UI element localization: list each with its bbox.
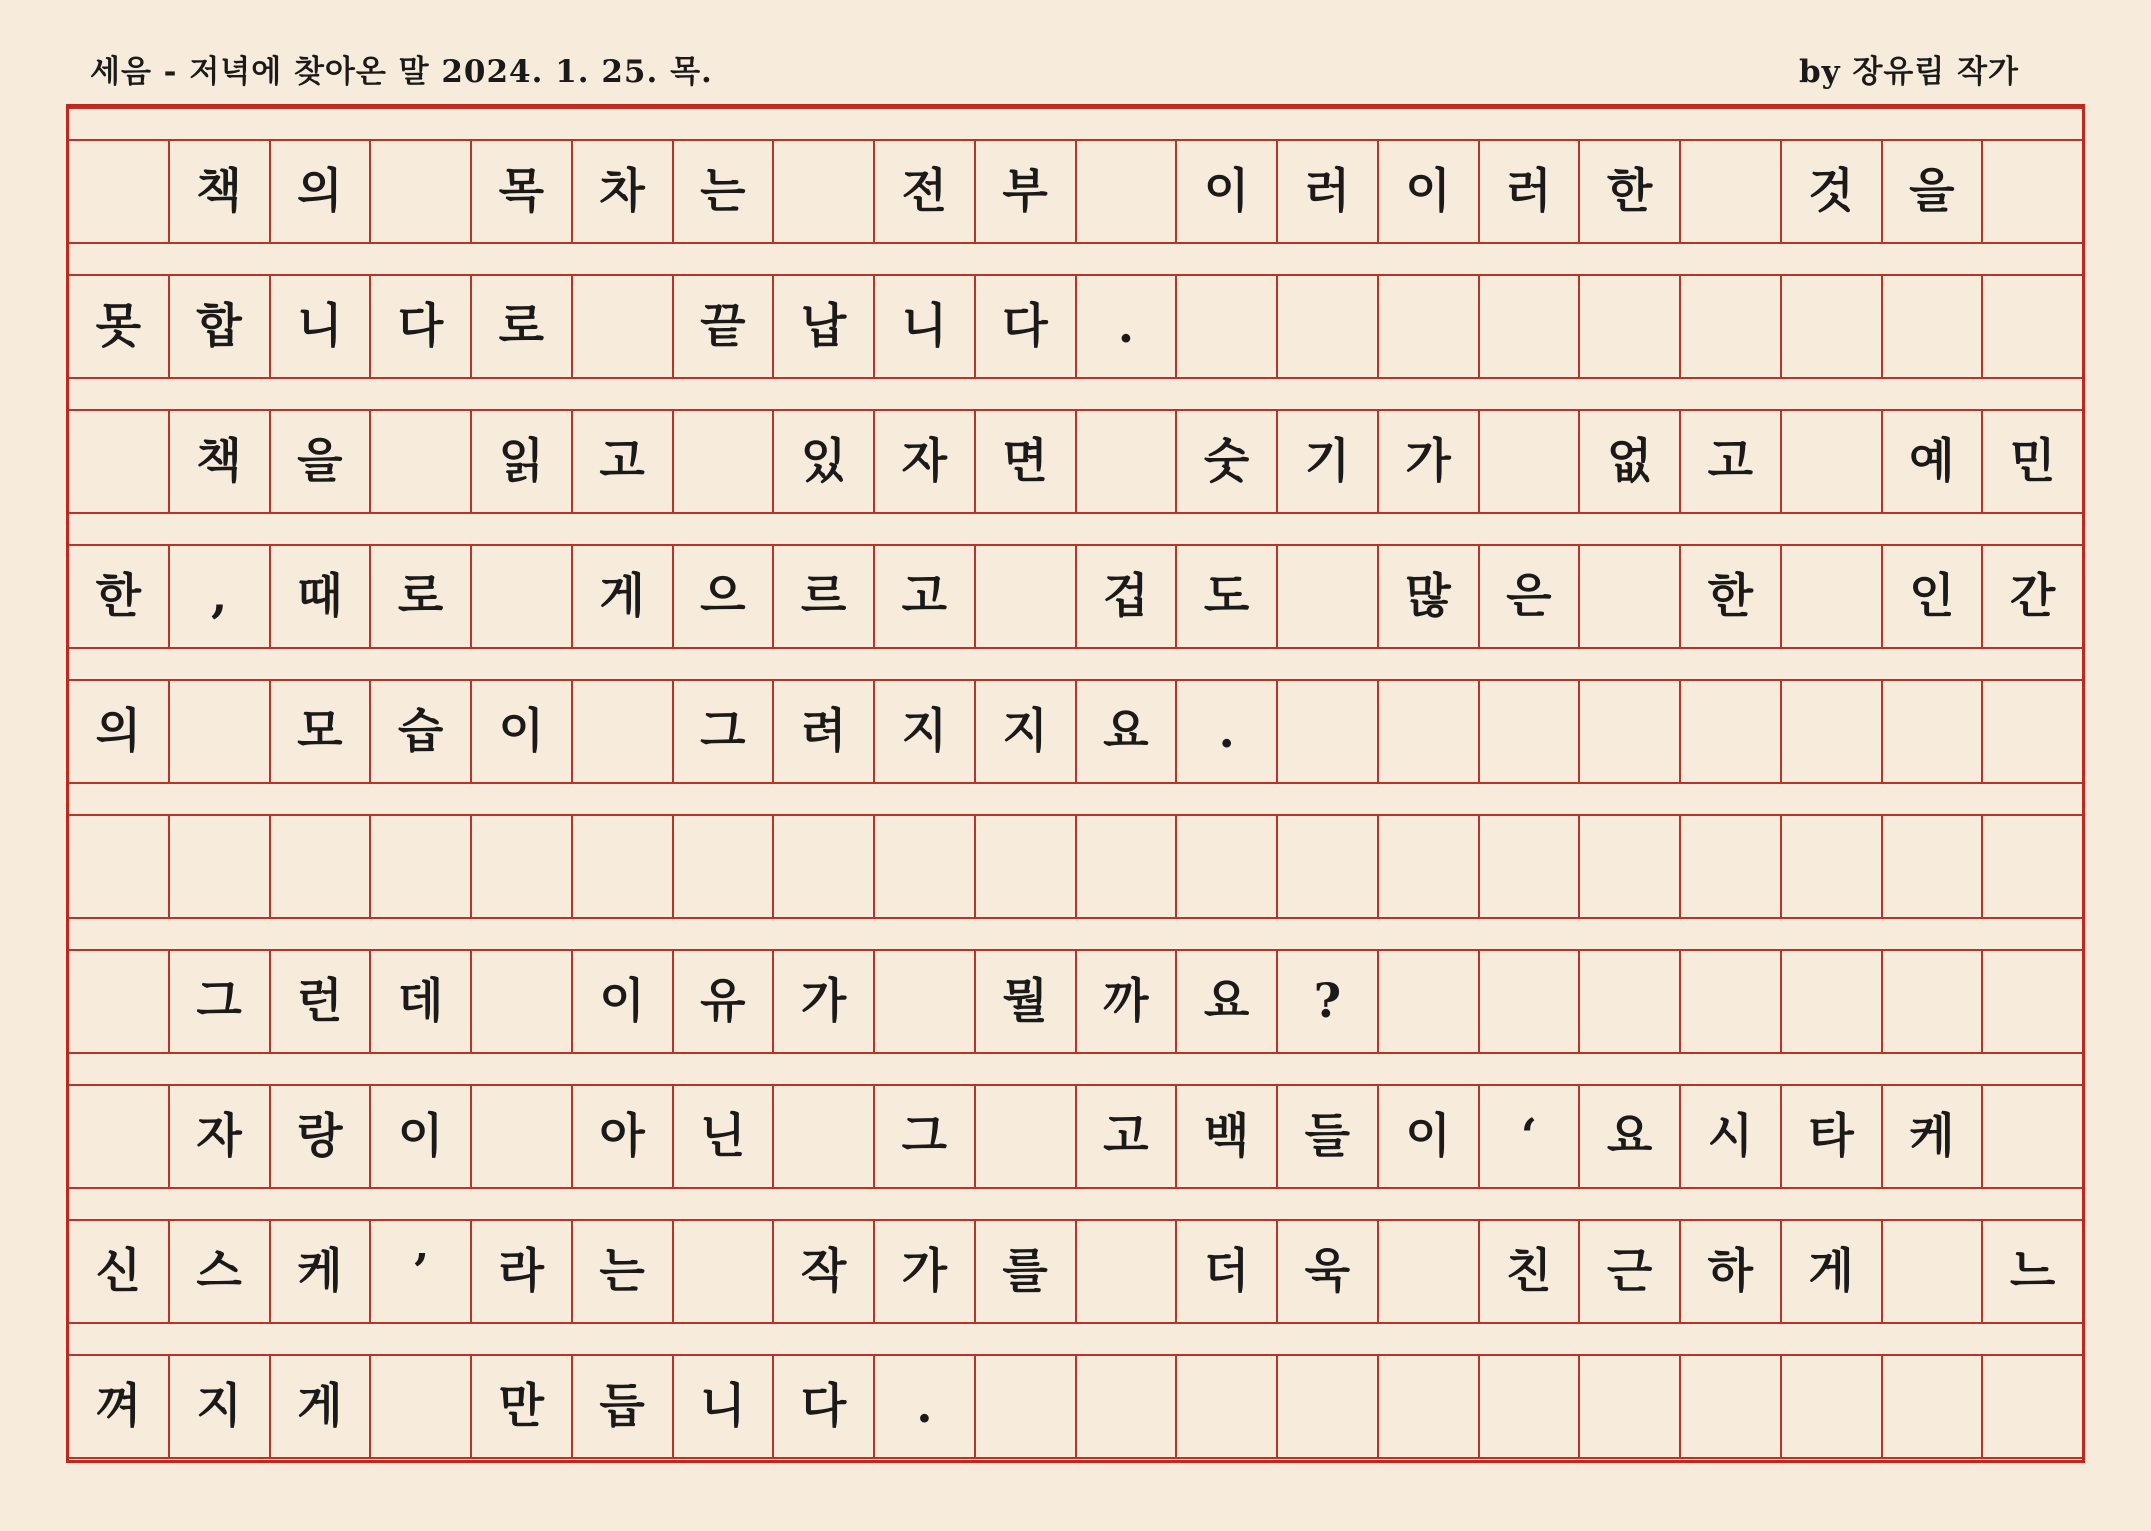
grid-cell: . bbox=[1077, 276, 1178, 377]
grid-cell bbox=[472, 816, 573, 917]
spacer-strip bbox=[69, 1457, 2082, 1491]
grid-cell: 요 bbox=[1077, 681, 1178, 782]
grid-cell: 끝 bbox=[674, 276, 775, 377]
grid-cell bbox=[170, 681, 271, 782]
grid-cell: 고 bbox=[1077, 1086, 1178, 1187]
spacer-strip bbox=[69, 1187, 2082, 1221]
grid-cell bbox=[1077, 1221, 1178, 1322]
grid-cell: 은 bbox=[1480, 546, 1581, 647]
grid-cell bbox=[1177, 276, 1278, 377]
grid-cell: 스 bbox=[170, 1221, 271, 1322]
grid-cell: 는 bbox=[674, 141, 775, 242]
grid-cell: ? bbox=[1278, 951, 1379, 1052]
grid-cell: 케 bbox=[1883, 1086, 1984, 1187]
grid-cell bbox=[1782, 276, 1883, 377]
grid-cell: 다 bbox=[774, 1356, 875, 1457]
grid-cell: 고 bbox=[573, 411, 674, 512]
grid-cell: 르 bbox=[774, 546, 875, 647]
grid-cell: 그 bbox=[875, 1086, 976, 1187]
grid-cell: 만 bbox=[472, 1356, 573, 1457]
spacer-strip bbox=[69, 1322, 2082, 1356]
grid-cell bbox=[1177, 1356, 1278, 1457]
grid-cell: 것 bbox=[1782, 141, 1883, 242]
grid-cell bbox=[976, 1356, 1077, 1457]
grid-cell: 책 bbox=[170, 141, 271, 242]
grid-cell bbox=[1782, 951, 1883, 1052]
grid-cell: 책 bbox=[170, 411, 271, 512]
grid-cell: 읽 bbox=[472, 411, 573, 512]
grid-cell: 케 bbox=[271, 1221, 372, 1322]
grid-cell bbox=[1379, 951, 1480, 1052]
grid-cell bbox=[976, 546, 1077, 647]
grid-cell bbox=[674, 1221, 775, 1322]
grid-cell bbox=[1379, 1356, 1480, 1457]
grid-cell: 니 bbox=[875, 276, 976, 377]
grid-row bbox=[69, 141, 2082, 242]
grid-row bbox=[69, 546, 2082, 647]
grid-row bbox=[69, 816, 2082, 917]
spacer-strip bbox=[69, 242, 2082, 276]
grid-cell bbox=[774, 141, 875, 242]
grid-cell: 한 bbox=[1681, 546, 1782, 647]
grid-cell: 모 bbox=[271, 681, 372, 782]
grid-cell: ‘ bbox=[1480, 1086, 1581, 1187]
grid-cell bbox=[1379, 681, 1480, 782]
grid-cell bbox=[1883, 951, 1984, 1052]
grid-row bbox=[69, 951, 2082, 1052]
grid-cell bbox=[371, 1356, 472, 1457]
grid-cell: 이 bbox=[1379, 141, 1480, 242]
grid-cell bbox=[1983, 276, 2082, 377]
grid-cell bbox=[875, 816, 976, 917]
grid-cell bbox=[371, 141, 472, 242]
grid-cell: 한 bbox=[1580, 141, 1681, 242]
grid-cell bbox=[1983, 1086, 2082, 1187]
grid-cell: 니 bbox=[271, 276, 372, 377]
grid-cell: 때 bbox=[271, 546, 372, 647]
grid-cell: 인 bbox=[1883, 546, 1984, 647]
grid-cell: 지 bbox=[875, 681, 976, 782]
grid-cell bbox=[976, 1086, 1077, 1187]
grid-cell bbox=[1580, 951, 1681, 1052]
grid-cell: 욱 bbox=[1278, 1221, 1379, 1322]
grid-cell: 으 bbox=[674, 546, 775, 647]
grid-cell: 고 bbox=[875, 546, 976, 647]
grid-cell bbox=[1782, 1356, 1883, 1457]
grid-cell: 의 bbox=[271, 141, 372, 242]
grid-cell: 유 bbox=[674, 951, 775, 1052]
grid-cell bbox=[170, 816, 271, 917]
grid-cell bbox=[371, 816, 472, 917]
grid-cell: 자 bbox=[170, 1086, 271, 1187]
grid-cell: 도 bbox=[1177, 546, 1278, 647]
grid-cell bbox=[371, 411, 472, 512]
grid-cell bbox=[1580, 546, 1681, 647]
grid-cell: 로 bbox=[371, 546, 472, 647]
grid-cell bbox=[1883, 816, 1984, 917]
grid-cell: 면 bbox=[976, 411, 1077, 512]
author-credit: by 장유림 작가 bbox=[1798, 54, 2019, 90]
grid-cell bbox=[1580, 816, 1681, 917]
grid-row bbox=[69, 411, 2082, 512]
grid-cell: 게 bbox=[271, 1356, 372, 1457]
grid-cell: 자 bbox=[875, 411, 976, 512]
grid-row bbox=[69, 681, 2082, 782]
spacer-strip bbox=[69, 1052, 2082, 1086]
grid-cell: 러 bbox=[1480, 141, 1581, 242]
grid-cell bbox=[1077, 1356, 1178, 1457]
grid-cell: 납 bbox=[774, 276, 875, 377]
grid-cell: 느 bbox=[2009, 1244, 2056, 1299]
grid-cell: 백 bbox=[1177, 1086, 1278, 1187]
spacer-strip bbox=[69, 782, 2082, 816]
grid-cell bbox=[1782, 411, 1883, 512]
grid-cell: 라 bbox=[472, 1221, 573, 1322]
grid-cell: 목 bbox=[472, 141, 573, 242]
grid-cell bbox=[1278, 546, 1379, 647]
grid-row bbox=[69, 1086, 2082, 1187]
grid-cell: . bbox=[1177, 681, 1278, 782]
grid-cell bbox=[69, 951, 170, 1052]
grid-cell: 근 bbox=[1580, 1221, 1681, 1322]
grid-cell bbox=[1580, 681, 1681, 782]
grid-cell bbox=[1379, 1221, 1480, 1322]
grid-cell: 는 bbox=[573, 1221, 674, 1322]
grid-cell: 다 bbox=[976, 276, 1077, 377]
grid-cell: 가 bbox=[875, 1221, 976, 1322]
grid-row bbox=[69, 1356, 2082, 1457]
spacer-strip bbox=[69, 512, 2082, 546]
grid-cell bbox=[1177, 816, 1278, 917]
grid-cell: , bbox=[170, 546, 271, 647]
grid-cell: 게 bbox=[573, 546, 674, 647]
grid-cell: 친 bbox=[1480, 1221, 1581, 1322]
grid-cell: 한 bbox=[69, 546, 170, 647]
grid-cell: 시 bbox=[1681, 1086, 1782, 1187]
grid-cell bbox=[1983, 1356, 2082, 1457]
grid-cell: 습 bbox=[371, 681, 472, 782]
grid-cell: 타 bbox=[1782, 1086, 1883, 1187]
grid-row bbox=[69, 1221, 2082, 1322]
grid-cell bbox=[472, 546, 573, 647]
grid-cell bbox=[1580, 276, 1681, 377]
grid-cell: 간 bbox=[2009, 569, 2056, 624]
grid-cell bbox=[1782, 816, 1883, 917]
grid-cell: 듭 bbox=[573, 1356, 674, 1457]
grid-cell bbox=[674, 816, 775, 917]
grid-cell: 를 bbox=[976, 1221, 1077, 1322]
grid-cell: 요 bbox=[1177, 951, 1278, 1052]
grid-cell: 작 bbox=[774, 1221, 875, 1322]
grid-cell: 겁 bbox=[1077, 546, 1178, 647]
grid-cell bbox=[573, 681, 674, 782]
grid-cell bbox=[1681, 1356, 1782, 1457]
grid-cell bbox=[1681, 681, 1782, 782]
grid-cell bbox=[1379, 276, 1480, 377]
grid-cell: 차 bbox=[573, 141, 674, 242]
grid-cell bbox=[1480, 276, 1581, 377]
grid-cell: 랑 bbox=[271, 1086, 372, 1187]
grid-cell: . bbox=[875, 1356, 976, 1457]
grid-cell bbox=[1278, 681, 1379, 782]
grid-cell: 숫 bbox=[1177, 411, 1278, 512]
grid-cell: 까 bbox=[1077, 951, 1178, 1052]
grid-cell: 지 bbox=[976, 681, 1077, 782]
title-date: 세음 - 저녁에 찾아온 말 2024. 1. 25. 목. bbox=[90, 54, 713, 90]
grid-cell: 없 bbox=[1580, 411, 1681, 512]
grid-cell bbox=[1782, 681, 1883, 782]
grid-cell bbox=[1983, 951, 2082, 1052]
grid-cell bbox=[69, 1086, 170, 1187]
grid-cell: 더 bbox=[1177, 1221, 1278, 1322]
grid-cell: 을 bbox=[1883, 141, 1984, 242]
grid-cell bbox=[1681, 816, 1782, 917]
grid-cell bbox=[573, 816, 674, 917]
grid-cell bbox=[69, 816, 170, 917]
grid-cell bbox=[472, 1086, 573, 1187]
grid-cell: 뭘 bbox=[976, 951, 1077, 1052]
grid-cell bbox=[1480, 1356, 1581, 1457]
grid-cell: 부 bbox=[976, 141, 1077, 242]
grid-cell: 이 bbox=[1177, 141, 1278, 242]
grid-cell bbox=[1480, 951, 1581, 1052]
grid-cell: 요 bbox=[1580, 1086, 1681, 1187]
grid-cell: 껴 bbox=[69, 1356, 170, 1457]
header bbox=[90, 46, 2081, 96]
grid-cell bbox=[1077, 411, 1178, 512]
grid-cell: 신 bbox=[69, 1221, 170, 1322]
grid-cell bbox=[976, 816, 1077, 917]
grid-cell bbox=[1278, 816, 1379, 917]
grid-cell bbox=[1983, 681, 2082, 782]
grid-row bbox=[69, 276, 2082, 377]
grid-cell bbox=[1782, 546, 1883, 647]
grid-cell: 많 bbox=[1379, 546, 1480, 647]
grid-cell: 데 bbox=[371, 951, 472, 1052]
grid-cell: 로 bbox=[472, 276, 573, 377]
grid-cell: 합 bbox=[170, 276, 271, 377]
grid-cell bbox=[69, 141, 170, 242]
grid-cell: 지 bbox=[170, 1356, 271, 1457]
grid-cell: 그 bbox=[674, 681, 775, 782]
grid-cell bbox=[774, 816, 875, 917]
grid-cell: 민 bbox=[2009, 434, 2056, 489]
grid-cell: 을 bbox=[271, 411, 372, 512]
grid-cell bbox=[1681, 141, 1782, 242]
grid-cell bbox=[1379, 816, 1480, 917]
grid-cell: 닌 bbox=[674, 1086, 775, 1187]
grid-cell: 이 bbox=[472, 681, 573, 782]
grid-cell: 하 bbox=[1681, 1221, 1782, 1322]
grid-cell: 게 bbox=[1782, 1221, 1883, 1322]
grid-cell bbox=[472, 951, 573, 1052]
grid-cell bbox=[1983, 816, 2082, 917]
grid-cell: 다 bbox=[371, 276, 472, 377]
grid-cell bbox=[573, 276, 674, 377]
grid-cell bbox=[271, 816, 372, 917]
grid-cell: 예 bbox=[1883, 411, 1984, 512]
grid-cell: 있 bbox=[774, 411, 875, 512]
grid-cell: 이 bbox=[1379, 1086, 1480, 1187]
spacer-strip bbox=[69, 917, 2082, 951]
spacer-strip bbox=[69, 377, 2082, 411]
grid-cell bbox=[1883, 681, 1984, 782]
grid-cell: ’ bbox=[371, 1221, 472, 1322]
grid-cell: 이 bbox=[371, 1086, 472, 1187]
grid-cell bbox=[1883, 1221, 1984, 1322]
grid-cell bbox=[1278, 276, 1379, 377]
grid-cell: 의 bbox=[69, 681, 170, 782]
grid-cell: 려 bbox=[774, 681, 875, 782]
grid-cell bbox=[1983, 141, 2082, 242]
grid-cell bbox=[875, 951, 976, 1052]
grid-cell: 러 bbox=[1278, 141, 1379, 242]
grid-cell: 전 bbox=[875, 141, 976, 242]
grid-cell bbox=[774, 1086, 875, 1187]
grid-cell bbox=[1580, 1356, 1681, 1457]
grid-cell: 못 bbox=[69, 276, 170, 377]
grid-cell: 기 bbox=[1278, 411, 1379, 512]
grid-cell: 그 bbox=[170, 951, 271, 1052]
grid-cell bbox=[1480, 681, 1581, 782]
grid-cell bbox=[674, 411, 775, 512]
grid-cell bbox=[1883, 276, 1984, 377]
grid-cell: 고 bbox=[1681, 411, 1782, 512]
grid-cell bbox=[1681, 276, 1782, 377]
manuscript-grid-sheet bbox=[66, 104, 2085, 1463]
grid-cell bbox=[1077, 816, 1178, 917]
grid-cell: 런 bbox=[271, 951, 372, 1052]
grid-cell: 들 bbox=[1278, 1086, 1379, 1187]
grid-cell: 니 bbox=[674, 1356, 775, 1457]
grid-cell bbox=[1278, 1356, 1379, 1457]
grid-cell bbox=[1883, 1356, 1984, 1457]
spacer-strip bbox=[69, 647, 2082, 681]
grid-cell bbox=[1480, 816, 1581, 917]
grid-cell bbox=[1681, 951, 1782, 1052]
grid-cell bbox=[1480, 411, 1581, 512]
spacer-strip bbox=[69, 107, 2082, 141]
grid-cell: 이 bbox=[573, 951, 674, 1052]
grid-cell: 아 bbox=[573, 1086, 674, 1187]
grid-cell bbox=[69, 411, 170, 512]
grid-cell: 가 bbox=[1379, 411, 1480, 512]
grid-cell: 가 bbox=[774, 951, 875, 1052]
grid-cell bbox=[1077, 141, 1178, 242]
